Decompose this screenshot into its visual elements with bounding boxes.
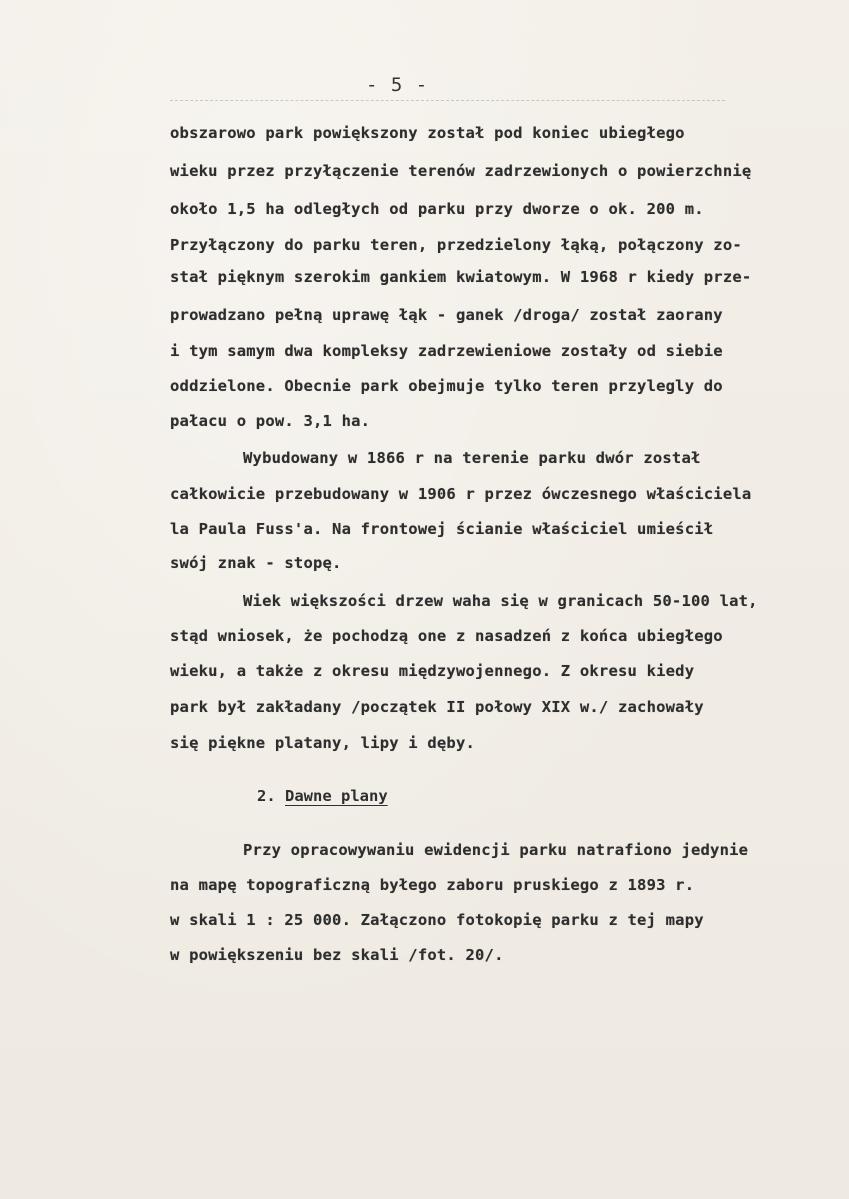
text-line: całkowicie przebudowany w 1906 r przez ówczesnego właściciela <box>170 485 752 503</box>
section-heading <box>257 786 388 806</box>
text-line: i tym samym dwa kompleksy zadrzewieniowe zostały od siebie <box>170 342 723 360</box>
text-line: około 1,5 ha odległych od parku przy dworze o ok. 200 m. <box>170 200 704 218</box>
text-line: wieku przez przyłączenie terenów zadrzewionych o powierzchnię <box>170 162 752 180</box>
text-line: Przy opracowywaniu ewidencji parku natrafiono jedynie <box>243 841 749 859</box>
text-line: wieku, a także z okresu międzywojennego. Z okresu kiedy <box>170 662 695 680</box>
text-line: Przyłączony do parku teren, przedzielony łąką, połączony zo- <box>170 236 742 254</box>
text-line: Wybudowany w 1866 r na terenie parku dwór został <box>243 449 701 467</box>
text-line: w skali 1 : 25 000. Załączono fotokopię parku z tej mapy <box>170 911 704 929</box>
text-line: na mapę topograficzną byłego zaboru pruskiego z 1893 r. <box>170 876 695 894</box>
text-line: oddzielone. Obecnie park obejmuje tylko teren przylegly do <box>170 377 723 395</box>
text-line: w powiększeniu bez skali /fot. 20/. <box>170 946 504 964</box>
section-title: Dawne plany <box>285 787 388 805</box>
text-line: Wiek większości drzew waha się w granicach 50-100 lat, <box>243 592 758 610</box>
text-line: swój znak - stopę. <box>170 554 342 572</box>
text-line: obszarowo park powiększony został pod koniec ubiegłego <box>170 124 685 142</box>
text-line: stąd wniosek, że pochodzą one z nasadzeń z końca ubiegłego <box>170 627 723 645</box>
text-line: prowadzano pełną uprawę łąk - ganek /droga/ został zaorany <box>170 306 723 324</box>
page-number: - 5 - <box>366 74 429 96</box>
section-number: 2. <box>257 787 276 805</box>
text-line: la Paula Fuss'a. Na frontowej ścianie właściciel umieścił <box>170 520 714 538</box>
text-line: się piękne platany, lipy i dęby. <box>170 734 476 752</box>
text-line: pałacu o pow. 3,1 ha. <box>170 412 371 430</box>
header-divider <box>170 100 725 101</box>
text-line: stał pięknym szerokim gankiem kwiatowym. W 1968 r kiedy prze- <box>170 268 752 286</box>
text-line: park był zakładany /początek II połowy XIX w./ zachowały <box>170 698 704 716</box>
